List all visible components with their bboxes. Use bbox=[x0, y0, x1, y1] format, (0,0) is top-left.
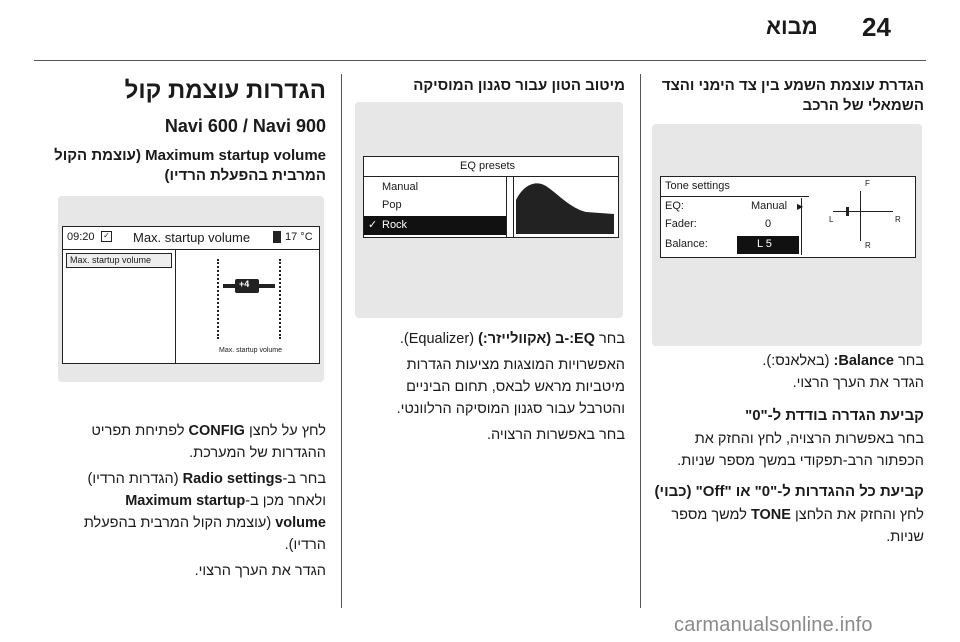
crosshair-right-label: R bbox=[895, 215, 901, 224]
text-span: בחר bbox=[599, 331, 625, 347]
reset-all-paragraph-2: שניות. bbox=[886, 529, 924, 545]
eq-presets-screen bbox=[363, 156, 619, 238]
screen-title: Max. startup volume bbox=[133, 230, 251, 245]
text-span: (הגדרות הרדיו) bbox=[87, 471, 179, 487]
max-volume-list-item[interactable] bbox=[66, 253, 172, 268]
eq-presets-title: EQ presets bbox=[460, 160, 516, 172]
list-item-label: Max. startup volume bbox=[70, 255, 152, 265]
eq-preset-label: Rock bbox=[382, 219, 408, 231]
tone-row-label: EQ: bbox=[665, 200, 684, 212]
max-startup-label: Maximum startup bbox=[125, 493, 246, 509]
radio-settings-line3 bbox=[52, 512, 326, 534]
volume-scale-right-dots bbox=[279, 259, 281, 339]
eq-description-line1: האפשרויות המוצגות מציעות הגדרות bbox=[406, 357, 625, 373]
message-icon: ✓ bbox=[101, 231, 112, 242]
max-volume-screen bbox=[62, 226, 320, 364]
text-span: ולאחר מכן ב- bbox=[245, 493, 326, 509]
screen-status-bar bbox=[63, 227, 319, 249]
tone-settings-screen bbox=[660, 176, 916, 258]
tone-row-value: 0 bbox=[765, 218, 772, 230]
text-span: לחץ על לחצן bbox=[248, 423, 326, 439]
text-span: בחר bbox=[898, 353, 924, 369]
max-startup-volume-heading bbox=[52, 146, 326, 166]
tone-row-value: Manual bbox=[751, 200, 788, 212]
tone-settings-title: Tone settings bbox=[665, 180, 730, 192]
tone-settings-screen-frame bbox=[652, 124, 922, 346]
left-column bbox=[52, 76, 326, 186]
crosshair-vertical-line bbox=[860, 191, 861, 241]
clock-time: 09:20 bbox=[67, 231, 95, 243]
right-column-body bbox=[652, 350, 924, 548]
radio-settings-line2 bbox=[52, 490, 326, 512]
max-volume-screen-frame bbox=[58, 196, 324, 382]
eq-preset-rock[interactable] bbox=[364, 216, 506, 235]
left-column-body bbox=[52, 420, 326, 582]
balance-section-title: הגדרת עוצמת השמע בין צד הימני והצד bbox=[661, 77, 924, 94]
set-volume-paragraph: הגדר את הערך הרצוי. bbox=[194, 563, 326, 579]
config-button-label: CONFIG bbox=[188, 423, 245, 439]
header-rule bbox=[34, 60, 926, 61]
right-column bbox=[652, 76, 924, 116]
arrow-right-icon: ▶ bbox=[797, 202, 804, 211]
text-span: (באלאנס:). bbox=[762, 353, 830, 369]
radio-settings-line1 bbox=[52, 468, 326, 490]
tone-row-eq[interactable] bbox=[661, 198, 809, 216]
tone-row-fader[interactable] bbox=[661, 216, 809, 234]
temperature: 17 °C bbox=[285, 231, 313, 243]
tone-row-label: Fader: bbox=[665, 218, 697, 230]
reset-all-paragraph bbox=[652, 504, 924, 526]
volume-scale bbox=[209, 259, 287, 339]
text-span: (Equalizer). bbox=[399, 331, 475, 347]
max-startup-volume-heading-2: המרבית בהפעלת הרדיו) bbox=[164, 167, 326, 184]
crosshair-horizontal-line bbox=[833, 211, 893, 212]
eq-curve-graph bbox=[514, 178, 616, 236]
middle-column bbox=[353, 76, 625, 96]
volume-scale-left-dots bbox=[217, 259, 219, 339]
tone-settings-title-rule bbox=[661, 196, 809, 197]
volume-value: +4 bbox=[239, 279, 250, 289]
page-header-title: מבוא bbox=[766, 14, 818, 39]
tone-row-value: L 5 bbox=[757, 238, 772, 250]
config-paragraph-2: ההגדרות של המערכת. bbox=[189, 445, 326, 461]
set-value-paragraph: הגדר את הערך הרצוי. bbox=[792, 375, 924, 391]
tone-row-label: Balance: bbox=[665, 238, 708, 250]
eq-list-scrollbar bbox=[506, 177, 514, 237]
watermark: carmanualsonline.info bbox=[674, 614, 873, 636]
balance-position-marker bbox=[846, 207, 849, 216]
reset-single-line2: הכפתור הרב-תפקודי במשך מספר שניות. bbox=[677, 453, 924, 469]
text-span: למשך מספר bbox=[671, 507, 747, 523]
navi-models-subtitle: Navi 600 / Navi 900 bbox=[164, 116, 326, 136]
eq-preset-manual[interactable] bbox=[364, 179, 506, 197]
reset-single-heading: קביעת הגדרה בודדת ל-"0" bbox=[745, 407, 924, 424]
volume-caption: Max. startup volume bbox=[219, 347, 283, 354]
text-span: לפתיחת תפריט bbox=[91, 423, 185, 439]
eq-description-line2: מיטביות מראש לבאס, תחום הביניים bbox=[406, 379, 625, 395]
eq-preset-label: Pop bbox=[382, 199, 402, 211]
eq-select-paragraph: בחר באפשרות הרצויה. bbox=[486, 427, 625, 443]
eq-presets-title-rule bbox=[364, 176, 618, 177]
crosshair-rear-label: R bbox=[865, 241, 871, 250]
eq-paragraph bbox=[353, 328, 625, 350]
volume-label: volume bbox=[275, 515, 326, 531]
status-bar-rule bbox=[63, 249, 319, 250]
reset-all-heading: קביעת כל ההגדרות ל-"0" או "Off" (כבוי) bbox=[654, 483, 924, 500]
list-panel-divider bbox=[175, 249, 176, 363]
eq-description-line3: והטרבל עבור סגנון המוסיקה הרלוונטי. bbox=[396, 401, 625, 417]
config-paragraph bbox=[52, 420, 326, 442]
text-span: לחץ והחזק את הלחצן bbox=[795, 507, 924, 523]
tone-button-label: TONE bbox=[750, 507, 791, 523]
crosshair-front-label: F bbox=[865, 179, 870, 188]
tone-row-balance[interactable] bbox=[661, 235, 809, 255]
tone-rows-scrollbar bbox=[801, 198, 810, 255]
page-number: 24 bbox=[862, 12, 891, 42]
eq-preset-label: Manual bbox=[382, 181, 419, 193]
volume-settings-title: הגדרות עוצמת קול bbox=[124, 77, 326, 104]
middle-column-body bbox=[353, 328, 625, 446]
balance-paragraph bbox=[652, 350, 924, 372]
text-span: (עוצמת הקול המרבית בהפעלת bbox=[83, 515, 272, 531]
radio-settings-line4: הרדיו). bbox=[284, 537, 326, 553]
balance-fader-crosshair bbox=[811, 177, 915, 257]
balance-section-title-2: השמאלי של הרכב bbox=[802, 97, 924, 114]
eq-section-title: מיטוב הטון עבור סגנון המוסיקה bbox=[413, 77, 625, 94]
column-divider-left bbox=[341, 74, 342, 608]
phone-icon bbox=[273, 231, 281, 243]
column-divider-right bbox=[640, 74, 641, 608]
eq-presets-screen-frame bbox=[355, 102, 623, 318]
balance-option-label: Balance: bbox=[833, 353, 894, 369]
eq-curve bbox=[516, 183, 614, 234]
check-icon: ✓ bbox=[368, 219, 378, 231]
text-span: (עוצמת הקול bbox=[54, 147, 141, 164]
eq-option-label: EQ:-ב (אקוולייזר:) bbox=[478, 331, 595, 347]
text-span: בחר ב- bbox=[282, 471, 326, 487]
crosshair-left-label: L bbox=[829, 215, 834, 224]
eq-preset-pop[interactable] bbox=[364, 197, 506, 215]
reset-single-line1: בחר באפשרות הרצויה, לחץ והחזק את bbox=[694, 431, 924, 447]
max-startup-volume-label: Maximum startup volume bbox=[145, 147, 326, 164]
radio-settings-label: Radio settings bbox=[182, 471, 283, 487]
